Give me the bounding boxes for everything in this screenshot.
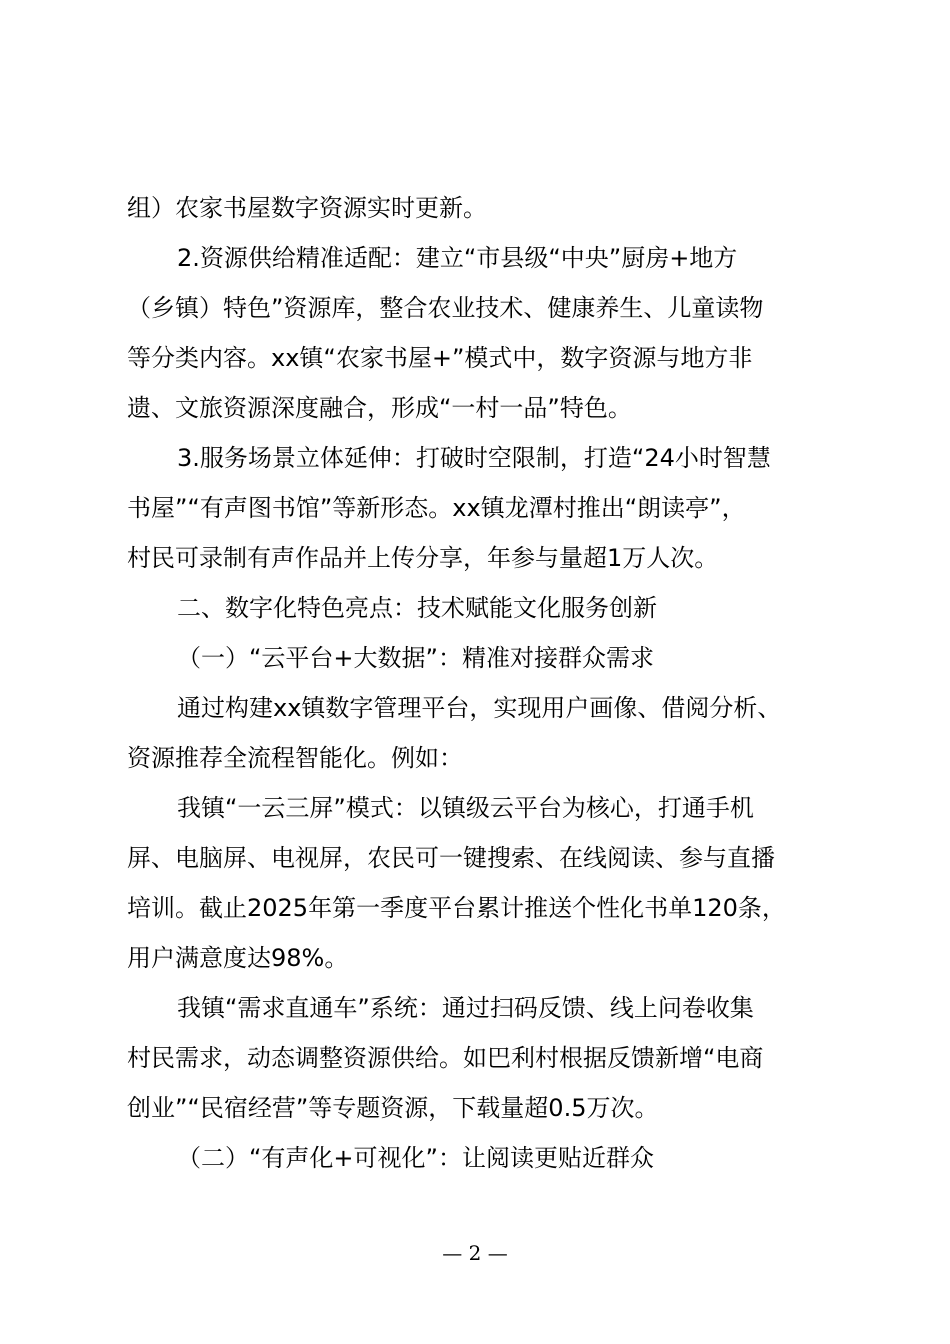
text-line: 我镇“需求直通车”系统：通过扫码反馈、线上问卷收集: [177, 994, 754, 1022]
text-line: 用户满意度达98%。: [127, 944, 349, 972]
subsection-heading: （一）“云平台+大数据”：精准对接群众需求: [177, 644, 654, 672]
text-line: 3.服务场景立体延伸：打破时空限制，打造“24小时智慧: [177, 444, 771, 472]
text-line: 遗、文旅资源深度融合，形成“一村一品”特色。: [127, 394, 632, 422]
subsection-heading: （二）“有声化+可视化”：让阅读更贴近群众: [177, 1144, 654, 1172]
section-heading: 二、数字化特色亮点：技术赋能文化服务创新: [177, 594, 657, 622]
text-line: 通过构建xx镇数字管理平台，实现用户画像、借阅分析、: [177, 694, 782, 722]
text-line: 村民可录制有声作品并上传分享，年参与量超1万人次。: [127, 544, 719, 572]
text-line: （乡镇）特色”资源库，整合农业技术、健康养生、儿童读物: [127, 294, 764, 322]
text-line: 书屋”“有声图书馆”等新形态。xx镇龙潭村推出“朗读亭”，: [127, 494, 746, 522]
text-line: 屏、电脑屏、电视屏，农民可一键搜索、在线阅读、参与直播: [127, 844, 775, 872]
body-text: [127, 183, 837, 1183]
text-line: 我镇“一云三屏”模式：以镇级云平台为核心，打通手机: [177, 794, 754, 822]
text-line: 培训。截止2025年第一季度平台累计推送个性化书单120条，: [127, 894, 786, 922]
text-line: 2.资源供给精准适配：建立“市县级“中央”厨房+地方: [177, 244, 738, 272]
text-line: 组）农家书屋数字资源实时更新。: [127, 194, 487, 222]
text-line: 资源推荐全流程智能化。例如：: [127, 744, 463, 772]
text-line: 等分类内容。xx镇“农家书屋+”模式中，数字资源与地方非: [127, 344, 753, 372]
text-line: 村民需求，动态调整资源供给。如巴利村根据反馈新增“电商: [127, 1044, 764, 1072]
text-line: 创业”“民宿经营”等专题资源，下载量超0.5万次。: [127, 1094, 659, 1122]
page-number: — 2 —: [442, 1241, 508, 1265]
